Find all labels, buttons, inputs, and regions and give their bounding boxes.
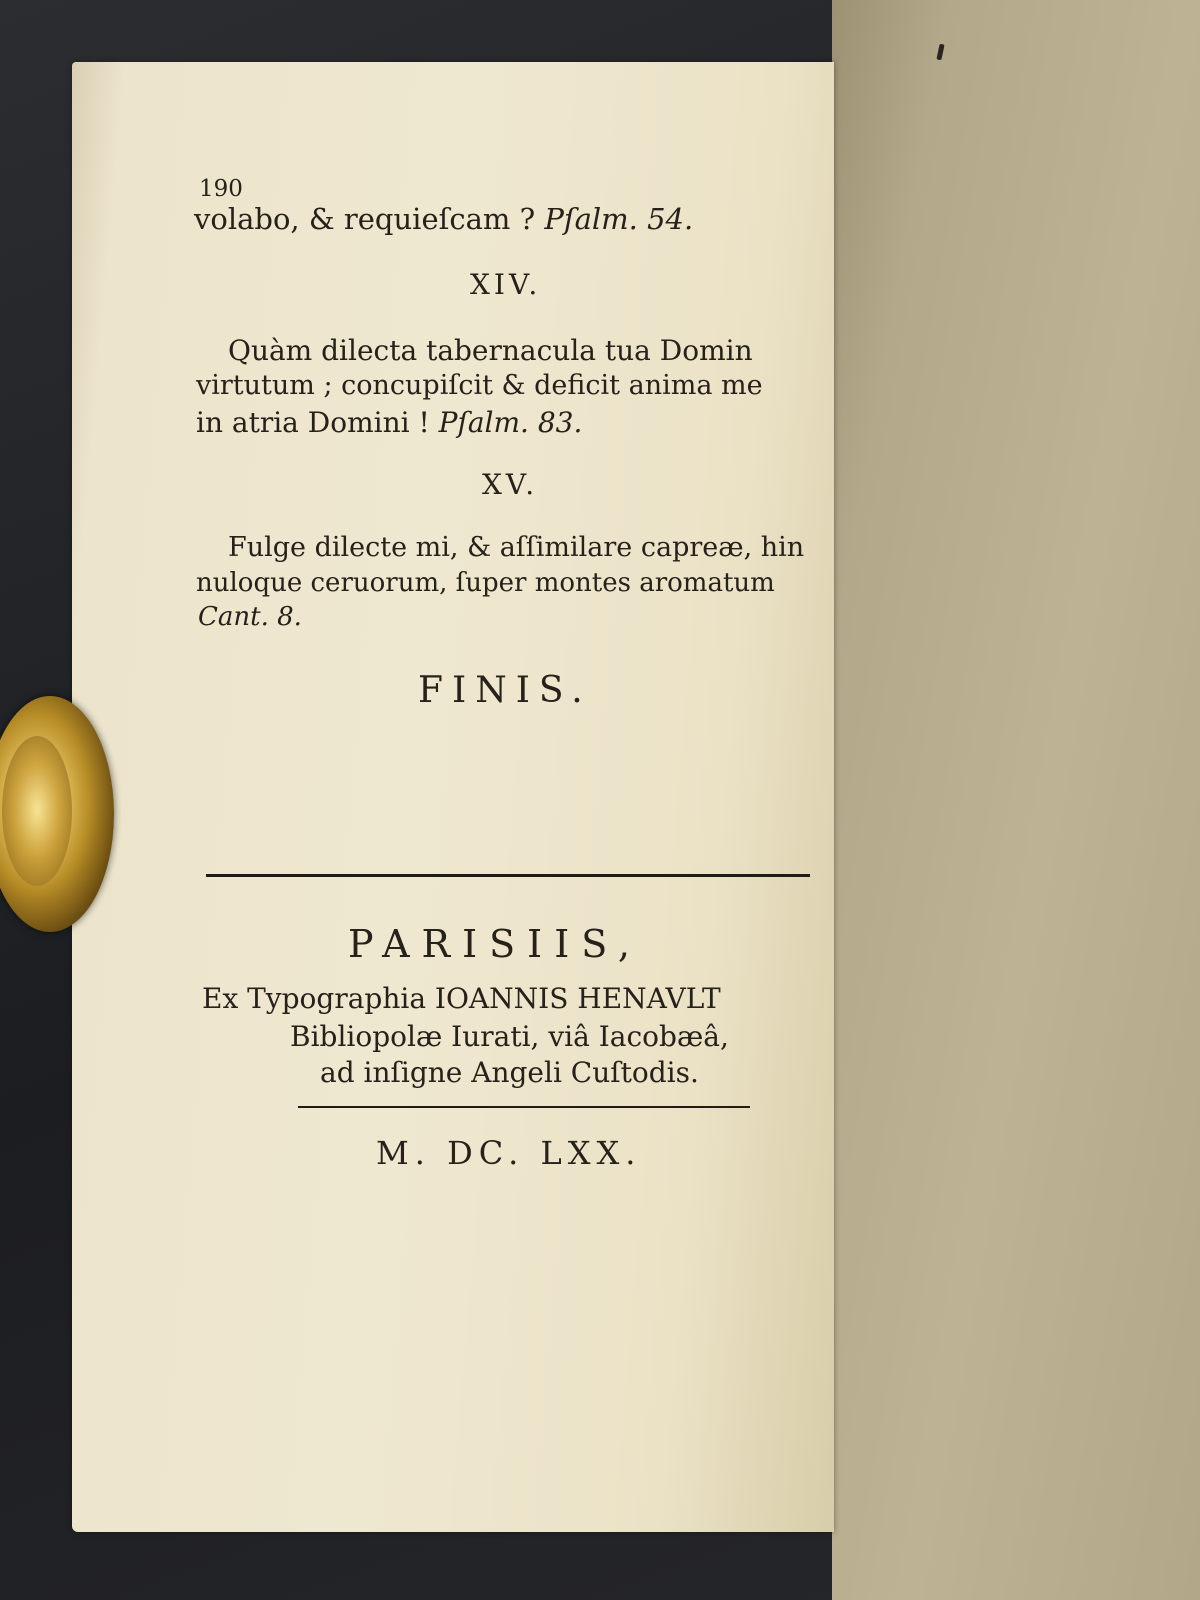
section-xv-line-1: Fulge dilecte mi, & aſſimilare capreæ, hin <box>228 532 805 563</box>
imprint-rule <box>298 1106 750 1108</box>
imprint-line-1: Ex Typographia IOANNIS HENAVLT <box>202 982 721 1015</box>
imprint-line-3: ad inſigne Angeli Cuſtodis. <box>320 1056 699 1089</box>
horizontal-rule <box>206 874 810 877</box>
section-xiv-line-2: virtutum ; concupiſcit & deficit anima me <box>196 370 763 401</box>
page-number: 190 <box>199 176 243 202</box>
imprint-date: M. DC. LXX. <box>376 1134 642 1172</box>
section-xiv-reference: Pſalm. 83. <box>438 406 583 439</box>
section-numeral-xiv: XIV. <box>470 268 542 301</box>
clasp-ornament <box>2 736 72 886</box>
section-xv-line-2: nuloque ceruorum, ſuper montes aromatum <box>196 568 775 598</box>
section-xv-reference: Cant. 8. <box>198 602 302 632</box>
book-page <box>72 62 834 1532</box>
section-xiv-line-3-text: in atria Domini ! <box>196 406 430 439</box>
verse-intro-text: volabo, & requieſcam ? <box>194 202 536 236</box>
verse-intro-reference: Pſalm. 54. <box>544 202 694 236</box>
section-xiv-line-1: Quàm dilecta tabernacula tua Domin <box>228 334 753 367</box>
imprint-city: PARISIIS, <box>348 922 642 966</box>
facing-page <box>832 0 1200 1600</box>
imprint-line-2: Bibliopolæ Iurati, viâ Iacobæâ, <box>290 1020 729 1053</box>
verse-intro-line <box>194 202 693 236</box>
section-numeral-xv: XV. <box>482 468 539 501</box>
finis-heading: FINIS. <box>418 670 592 711</box>
section-xiv-line-3 <box>196 406 582 439</box>
